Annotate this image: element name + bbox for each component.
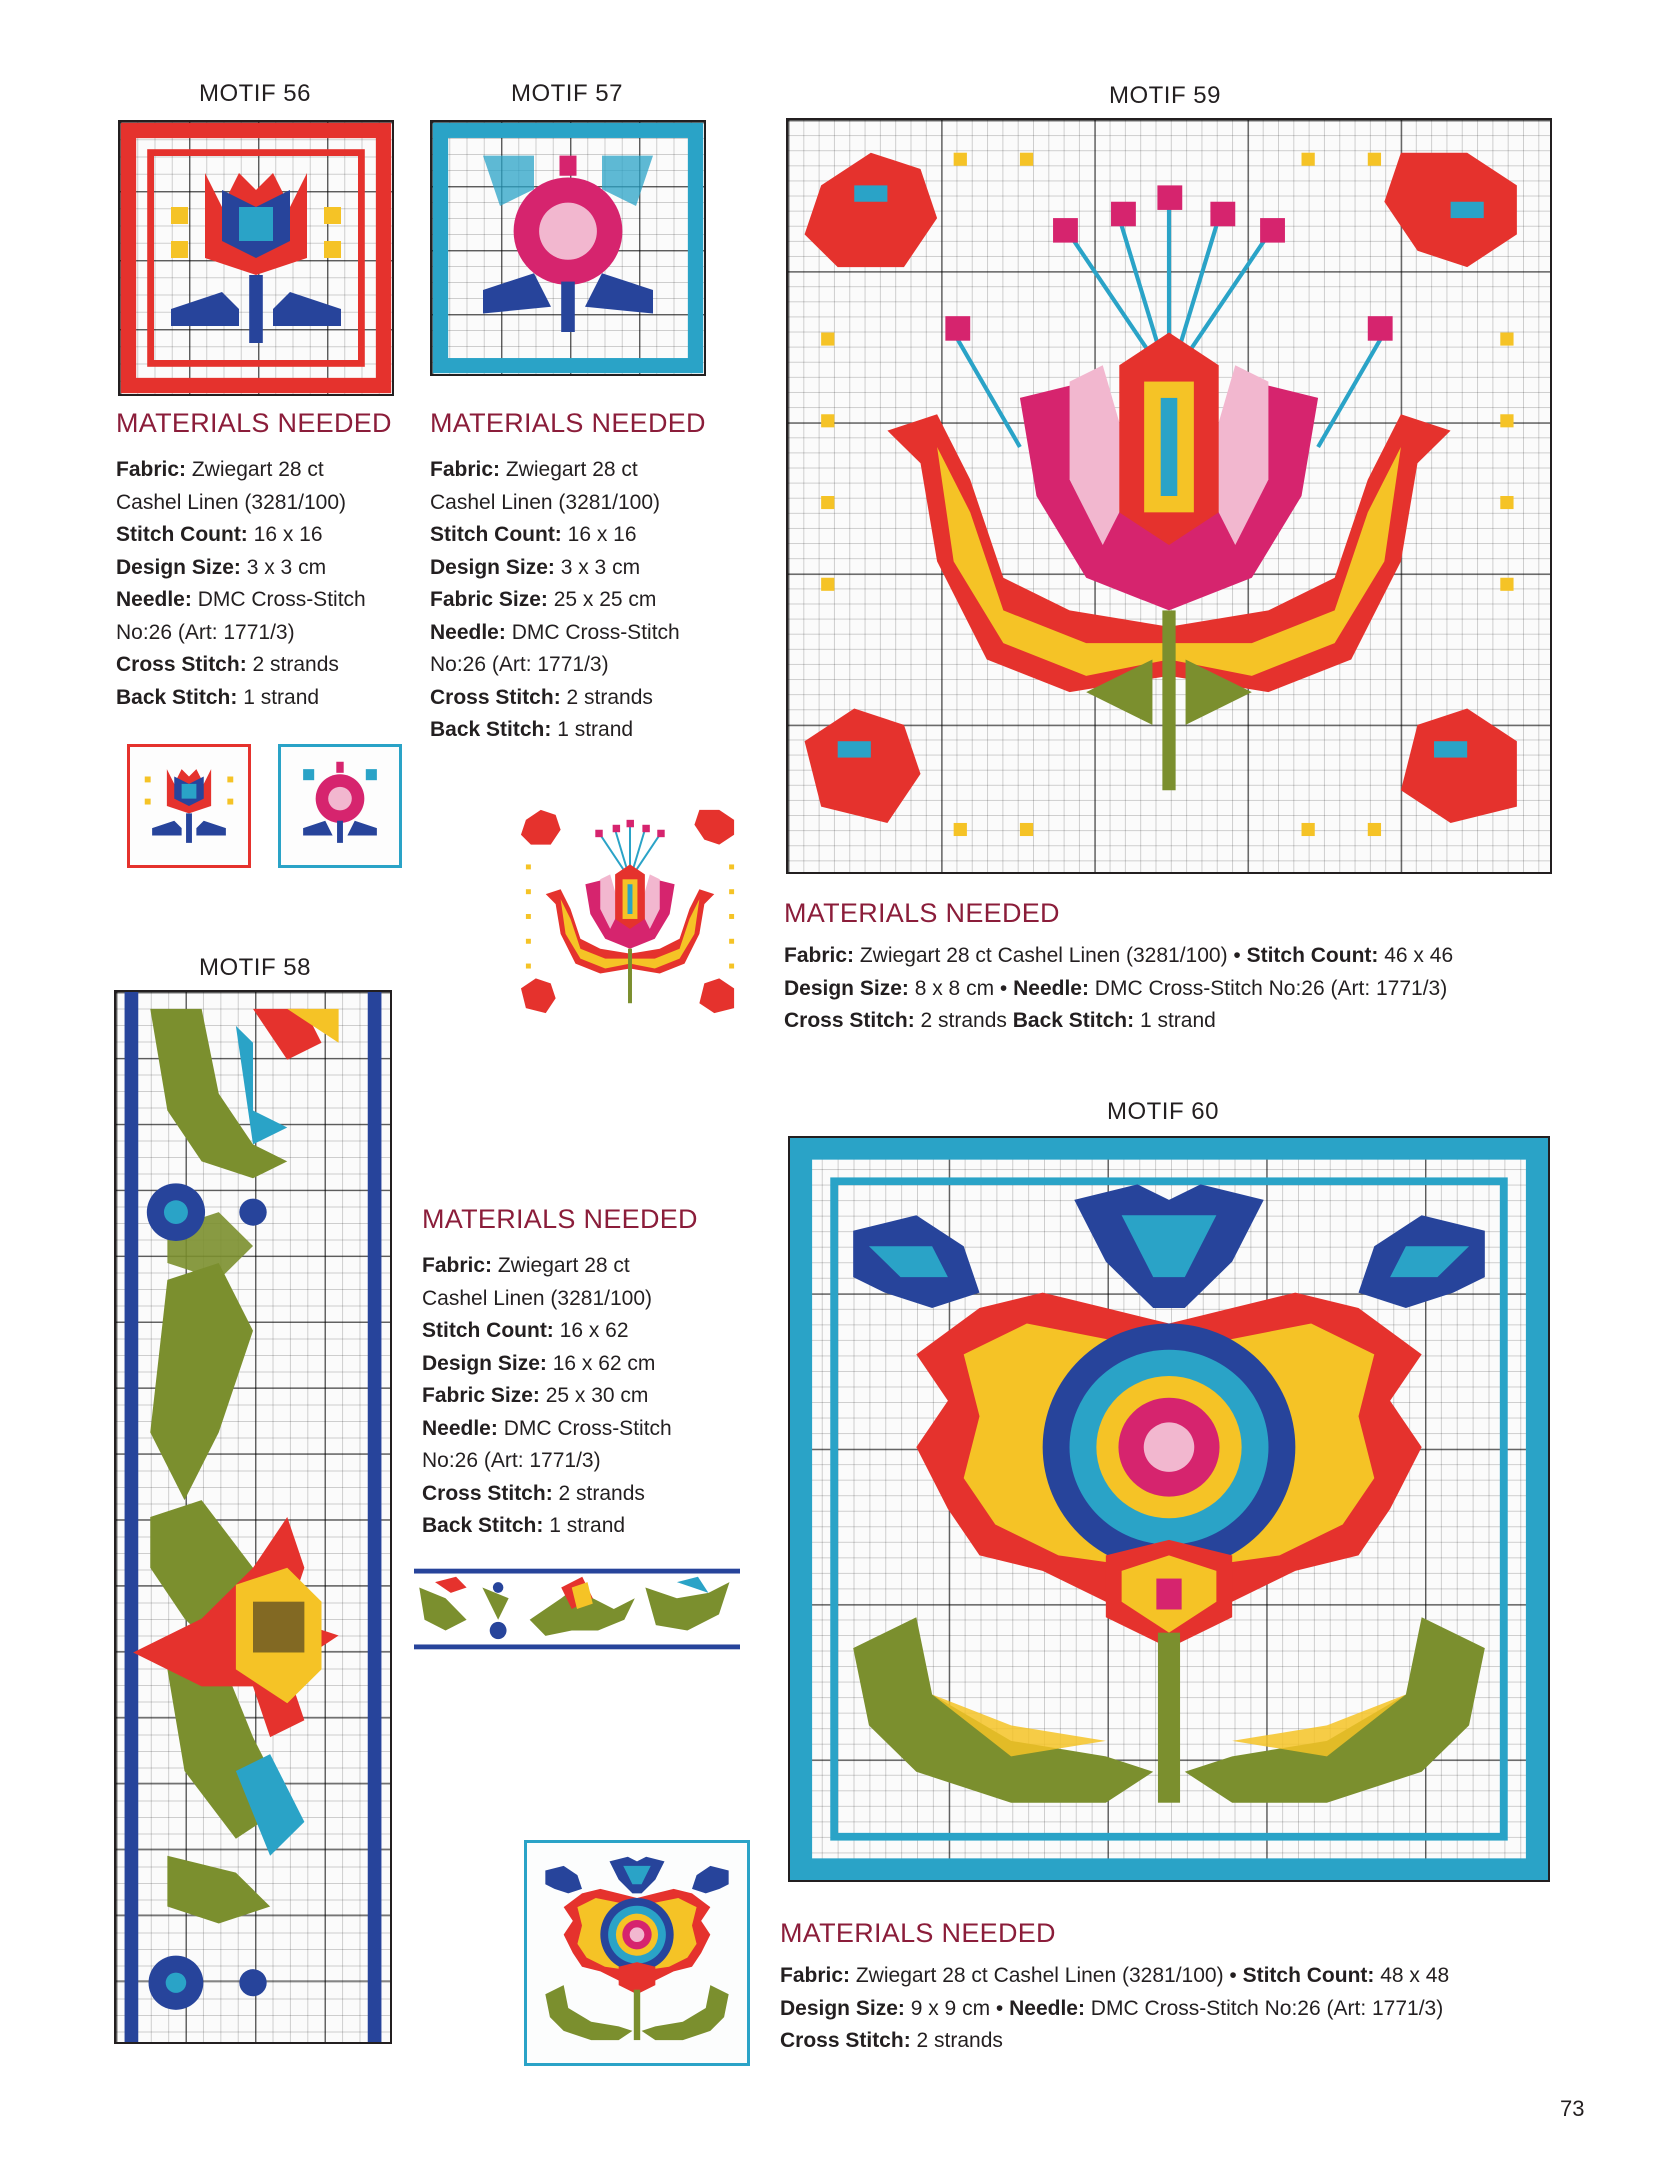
materials-line: Design Size: 9 x 9 cm • Needle: DMC Cross-Stitch No:26 (Art: 1771/3): [780, 1996, 1444, 2020]
motif-60-title: MOTIF 60: [1106, 1098, 1219, 1125]
motif-57-photo: [278, 744, 402, 868]
motif-56-materials-heading: MATERIALS NEEDED: [116, 408, 392, 438]
materials-line: Cross Stitch: 2 strands: [430, 685, 653, 709]
motif-57-materials: [430, 454, 680, 747]
motif-56-chart: [118, 120, 394, 396]
materials-line: Fabric: Zwiegart 28 ct Cashel Linen (3281/100) • Stitch Count: 46 x 46: [784, 944, 1454, 967]
motif-60-photo: [524, 1840, 750, 2066]
motif-60-pattern: [790, 1138, 1548, 1880]
materials-line: Cross Stitch: 2 strands: [780, 2029, 1003, 2052]
materials-line: Stitch Count: 16 x 62: [422, 1319, 629, 1342]
motif-60-materials-heading: MATERIALS NEEDED: [780, 1918, 1056, 1948]
motif-58-materials-heading: MATERIALS NEEDED: [422, 1204, 698, 1234]
materials-line: Stitch Count: 16 x 16: [430, 523, 637, 546]
motif-58-pattern: [116, 992, 390, 2042]
motif-58-materials: [422, 1250, 672, 1543]
materials-line: Cashel Linen (3281/100): [116, 490, 346, 514]
motif-59-materials-heading: MATERIALS NEEDED: [784, 898, 1060, 928]
materials-line: Needle: DMC Cross-Stitch: [430, 620, 680, 644]
motif-60-chart: [788, 1136, 1550, 1882]
materials-line: Cashel Linen (3281/100): [430, 490, 660, 514]
materials-line: Fabric: Zwiegart 28 ct: [430, 458, 638, 481]
motif-57-pattern: [432, 122, 704, 374]
motif-59-pattern: [788, 120, 1550, 872]
motif-57-materials-heading: MATERIALS NEEDED: [430, 408, 706, 438]
materials-line: Design Size: 3 x 3 cm: [430, 555, 641, 579]
materials-line: Back Stitch: 1 strand: [422, 1514, 626, 1537]
materials-line: Cross Stitch: 2 strands: [116, 653, 339, 676]
materials-line: Back Stitch: 1 strand: [116, 685, 320, 709]
materials-line: Design Size: 8 x 8 cm • Needle: DMC Cross-Stitch No:26 (Art: 1771/3): [784, 976, 1448, 1000]
motif-56-materials: [116, 454, 366, 714]
materials-line: No:26 (Art: 1771/3): [422, 1449, 601, 1472]
materials-line: Needle: DMC Cross-Stitch: [422, 1416, 672, 1440]
motif-59-chart: [786, 118, 1552, 874]
materials-line: Cross Stitch: 2 strands Back Stitch: 1 strand: [784, 1009, 1216, 1032]
motif-56-pattern: [120, 122, 392, 394]
materials-line: Cashel Linen (3281/100): [422, 1286, 652, 1310]
motif-58-title: MOTIF 58: [198, 954, 311, 981]
materials-line: Design Size: 3 x 3 cm: [116, 555, 327, 579]
motif-58-photo: [414, 1566, 740, 1652]
motif-57-chart: [430, 120, 706, 376]
materials-line: Fabric: Zwiegart 28 ct: [116, 458, 324, 481]
materials-line: No:26 (Art: 1771/3): [116, 620, 295, 644]
materials-line: Back Stitch: 1 strand: [430, 718, 634, 741]
materials-line: Stitch Count: 16 x 16: [116, 523, 323, 546]
motif-56-photo: [127, 744, 251, 868]
materials-line: Fabric Size: 25 x 30 cm: [422, 1384, 649, 1407]
motif-60-materials: [780, 1960, 1449, 2058]
materials-line: Cross Stitch: 2 strands: [422, 1481, 645, 1505]
materials-line: Fabric: Zwiegart 28 ct Cashel Linen (3281/100) • Stitch Count: 48 x 48: [780, 1964, 1450, 1987]
page-number: 73: [1560, 2096, 1585, 2121]
motif-56-title: MOTIF 56: [198, 80, 311, 107]
materials-line: Fabric Size: 25 x 25 cm: [430, 588, 657, 611]
motif-58-chart: [114, 990, 392, 2044]
motif-59-materials: [784, 940, 1453, 1038]
materials-line: Design Size: 16 x 62 cm: [422, 1351, 656, 1375]
materials-line: No:26 (Art: 1771/3): [430, 653, 609, 676]
materials-line: Fabric: Zwiegart 28 ct: [422, 1254, 630, 1277]
motif-57-title: MOTIF 57: [510, 80, 623, 107]
motif-59-photo: [516, 800, 744, 1028]
motif-59-title: MOTIF 59: [1108, 82, 1221, 109]
materials-line: Needle: DMC Cross-Stitch: [116, 588, 366, 611]
